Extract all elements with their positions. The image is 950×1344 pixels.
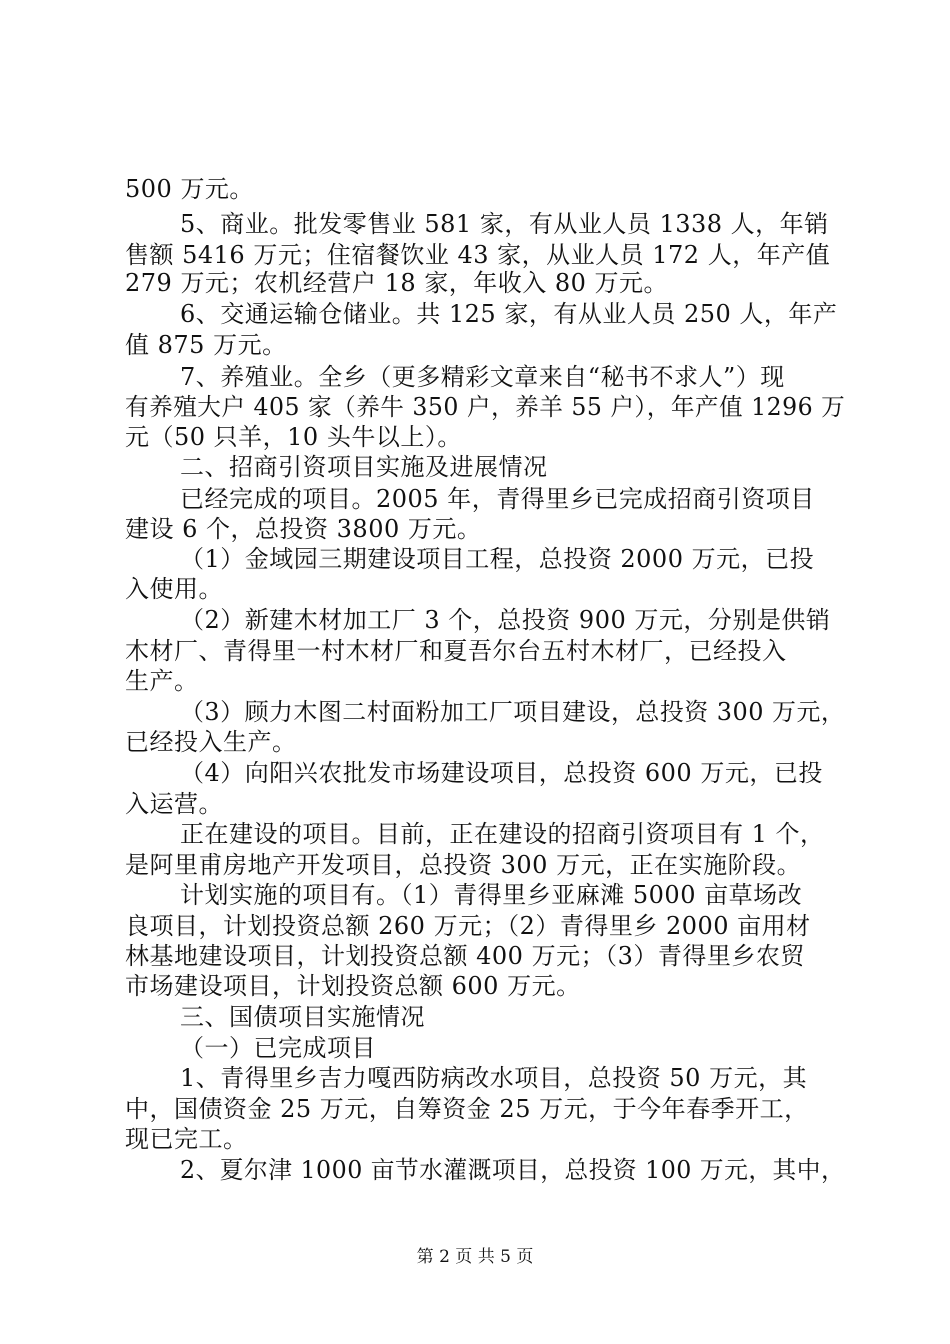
- text-line: 已经投入生产。: [125, 728, 297, 756]
- text-line: 2、夏尔津 1000 亩节水灌溉项目，总投资 100 万元，其中，: [180, 1156, 846, 1184]
- text-line: 中，国债资金 25 万元，自筹资金 25 万元，于今年春季开工，: [125, 1095, 809, 1123]
- text-line: 6、交通运输仓储业。共 125 家，有从业人员 250 人，年产: [180, 300, 838, 328]
- text-line: 279 万元；农机经营户 18 家，年收入 80 万元。: [125, 269, 669, 297]
- text-line: 建设 6 个，总投资 3800 万元。: [125, 515, 482, 543]
- text-line: （1）金域园三期建设项目工程，总投资 2000 万元，已投: [180, 545, 815, 573]
- text-line: 元（50 只羊，10 头牛以上）。: [125, 423, 462, 451]
- text-line: 入使用。: [125, 575, 223, 603]
- text-line: 值 875 万元。: [125, 331, 287, 359]
- text-line: 正在建设的项目。目前，正在建设的招商引资项目有 1 个，: [180, 820, 825, 848]
- text-line: 有养殖大户 405 家（养牛 350 户，养羊 55 户），年产值 1296 万: [125, 393, 846, 421]
- text-line: 良项目，计划投资总额 260 万元；（2）青得里乡 2000 亩用材: [125, 912, 811, 940]
- text-line: 已经完成的项目。2005 年，青得里乡已完成招商引资项目: [180, 485, 815, 513]
- text-line: （4）向阳兴农批发市场建设项目，总投资 600 万元，已投: [180, 759, 823, 787]
- text-line: 林基地建设项目，计划投资总额 400 万元；（3）青得里乡农贸: [125, 942, 805, 970]
- page-number-footer: 第 2 页 共 5 页: [416, 1247, 534, 1267]
- text-line: 5、商业。批发零售业 581 家，有从业人员 1338 人，年销: [180, 210, 829, 238]
- text-line: 7、养殖业。全乡（更多精彩文章来自“秘书不求人”）现: [180, 363, 785, 391]
- text-line: 是阿里甫房地产开发项目，总投资 300 万元，正在实施阶段。: [125, 851, 802, 879]
- section-heading: 二、招商引资项目实施及进展情况: [180, 453, 548, 481]
- text-line: （3）顾力木图二村面粉加工厂项目建设，总投资 300 万元，: [180, 698, 846, 726]
- text-line: 生产。: [125, 667, 199, 695]
- text-line: 计划实施的项目有。（1）青得里乡亚麻滩 5000 亩草场改: [180, 881, 803, 909]
- text-line: 售额 5416 万元；住宿餐饮业 43 家，从业人员 172 人，年产值: [125, 241, 831, 269]
- text-line: 500 万元。: [125, 175, 254, 203]
- text-line: 木材厂、青得里一村木材厂和夏吾尔台五村木材厂，已经投入: [125, 637, 787, 665]
- text-line: 市场建设项目，计划投资总额 600 万元。: [125, 972, 581, 1000]
- text-line: （2）新建木材加工厂 3 个，总投资 900 万元，分别是供销: [180, 606, 831, 634]
- text-line: 1、青得里乡吉力嘎西防病改水项目，总投资 50 万元，其: [180, 1064, 808, 1092]
- text-line: 入运营。: [125, 790, 223, 818]
- text-line: 现已完工。: [125, 1125, 248, 1153]
- subsection-heading: （一）已完成项目: [180, 1034, 376, 1062]
- section-heading: 三、国债项目实施情况: [180, 1003, 425, 1031]
